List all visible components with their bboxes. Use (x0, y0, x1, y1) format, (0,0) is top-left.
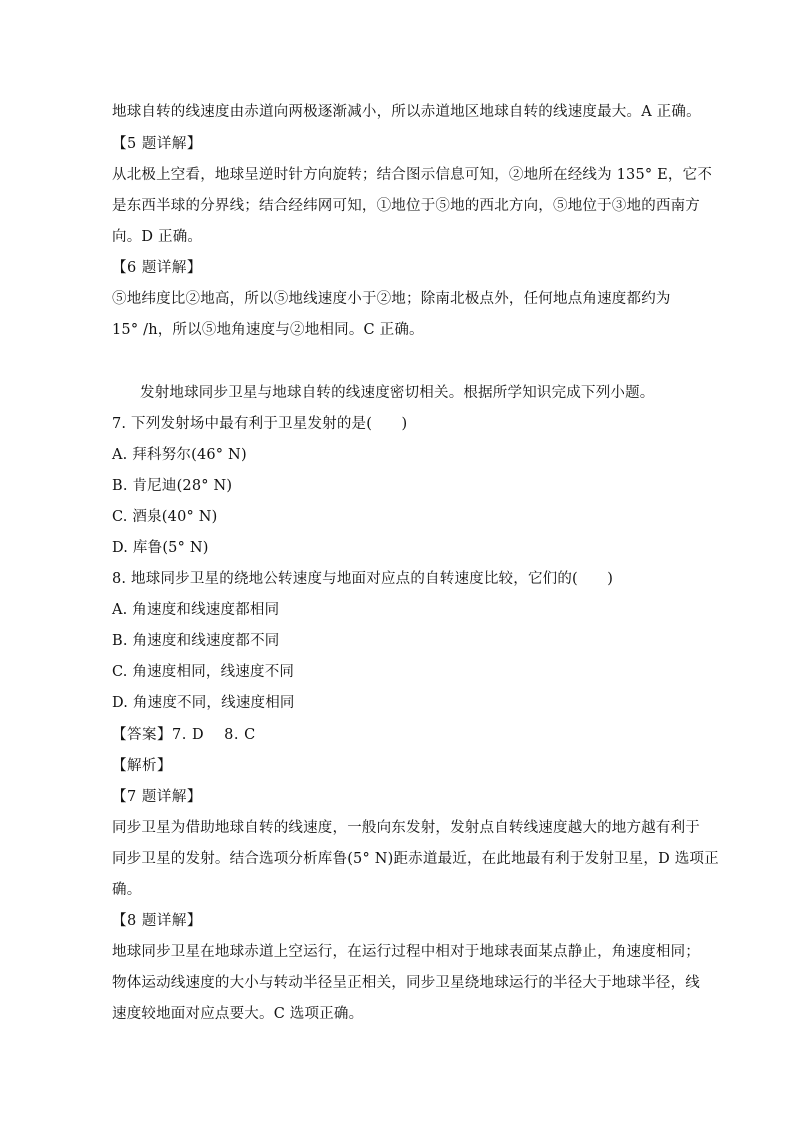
question-stem: 发射地球同步卫星与地球自转的线速度密切相关。根据所学知识完成下列小题。 (140, 385, 655, 401)
explanation-line: 速度较地面对应点要大。C 选项正确。 (112, 1006, 364, 1022)
answer-line: 【答案】7. D 8. C (112, 727, 256, 743)
option-7d: D. 库鲁(5° N) (112, 540, 209, 556)
explanation-line: 确。 (112, 882, 142, 898)
option-8a: A. 角速度和线速度都相同 (112, 602, 280, 618)
option-8c: C. 角速度相同，线速度不同 (112, 664, 295, 680)
explanation-line: 地球同步卫星在地球赤道上空运行，在运行过程中相对于地球表面某点静止，角速度相同； (112, 944, 700, 960)
section-label-q6: 【6 题详解】 (112, 260, 202, 276)
option-7c: C. 酒泉(40° N) (112, 509, 218, 525)
section-label-q8: 【8 题详解】 (112, 913, 202, 929)
explanation-line: 是东西半球的分界线；结合经纬网可知，①地位于⑤地的西北方向，⑤地位于③地的西南方 (112, 198, 700, 214)
section-label-q5: 【5 题详解】 (112, 136, 202, 152)
explanation-line: 15° /h，所以⑤地角速度与②地相同。C 正确。 (112, 322, 424, 338)
question-8: 8. 地球同步卫星的绕地公转速度与地面对应点的自转速度比较，它们的( ) (112, 571, 614, 587)
option-7a: A. 拜科努尔(46° N) (112, 447, 247, 463)
option-8d: D. 角速度不同，线速度相同 (112, 695, 295, 711)
option-7b: B. 肯尼迪(28° N) (112, 478, 233, 494)
explanation-line: 向。D 正确。 (112, 229, 203, 245)
option-8b: B. 角速度和线速度都不同 (112, 633, 280, 649)
explanation-line: 物体运动线速度的大小与转动半径呈正相关，同步卫星绕地球运行的半径大于地球半径，线 (112, 975, 700, 991)
explanation-line: 从北极上空看，地球呈逆时针方向旋转；结合图示信息可知，②地所在经线为 135° E，它不 (112, 167, 713, 183)
analysis-label: 【解析】 (112, 758, 172, 774)
explanation-line: 同步卫星为借助地球自转的线速度，一般向东发射，发射点自转线速度越大的地方越有利于 (112, 820, 700, 836)
explanation-line: 同步卫星的发射。结合选项分析库鲁(5° N)距赤道最近，在此地最有利于发射卫星，D 选项正 (112, 851, 719, 867)
question-7: 7. 下列发射场中最有利于卫星发射的是( ) (112, 416, 408, 432)
explanation-line: 地球自转的线速度由赤道向两极逐渐减小，所以赤道地区地球自转的线速度最大。A 正确。 (112, 104, 701, 120)
explanation-line: ⑤地纬度比②地高，所以⑤地线速度小于②地；除南北极点外，任何地点角速度都约为 (112, 291, 671, 307)
section-label-q7: 【7 题详解】 (112, 789, 202, 805)
